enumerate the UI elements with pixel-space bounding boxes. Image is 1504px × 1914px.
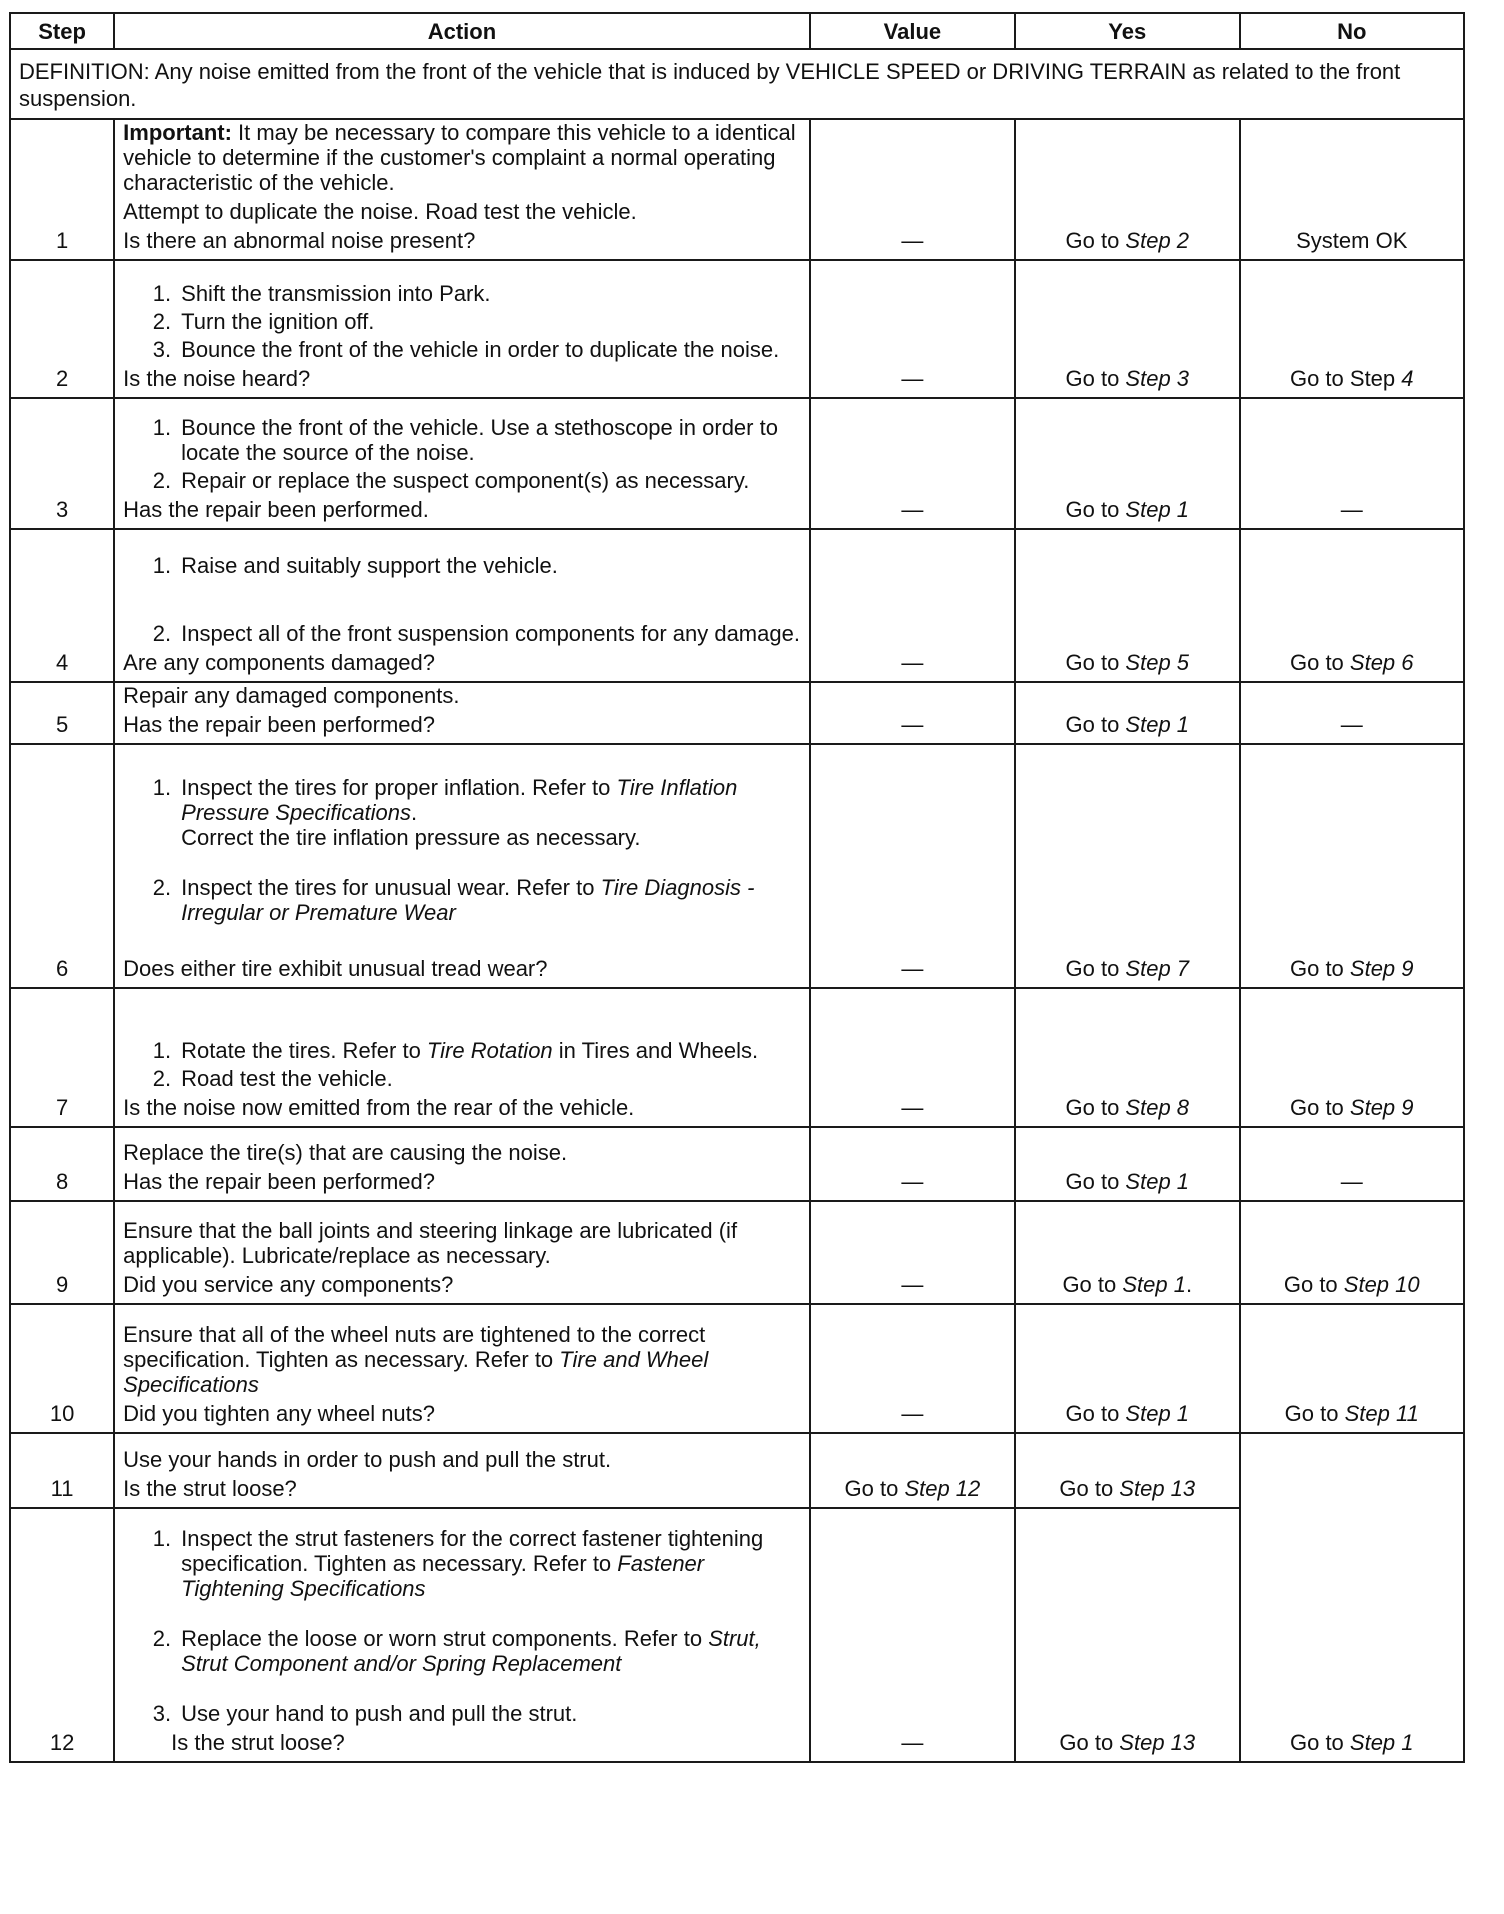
step-number: 3 [10,398,114,529]
yes-cell: Go to Step 3 [1015,260,1239,398]
yes-step-link[interactable]: Step 1 [1125,712,1190,737]
action-question: Did you service any components? [123,1272,454,1297]
no-cell: — [1240,682,1465,744]
action-question: Is the noise heard? [123,366,311,391]
no-cell: Go to Step 11 [1240,1304,1465,1433]
action-line: Ensure that all of the wheel nuts are tightened to the correct specification. Tighten as necessary. Refer to Tire and Wheel Specifications [123,1322,709,1397]
list-item: 1. Shift the transmission into Park. [152,281,491,306]
step-number: 1 [10,119,114,260]
yes-step-link[interactable]: Step 8 [1125,1095,1190,1120]
value-cell: — [810,1508,1015,1762]
action-cell [114,119,810,260]
yes-cell: Go to Step 13 [1015,1433,1239,1508]
table-row [10,988,1464,1127]
action-question: Is there an abnormal noise present? [123,228,476,253]
list-item: 2. Inspect all of the front suspension components for any damage. [152,621,800,646]
value-cell: — [810,260,1015,398]
action-line: Repair any damaged components. [123,683,460,708]
definition-text: DEFINITION: Any noise emitted from the front of the vehicle that is induced by VEHICLE SPEED or DRIVING TERRAIN as related to the front suspension. [10,49,1464,119]
yes-cell: Go to Step 1 [1015,682,1239,744]
list-item: 2. Replace the loose or worn strut components. Refer to Strut, Strut Component and/or Spring Replacement [152,1626,761,1676]
reference-link[interactable]: Strut, Strut Component and/or Spring Replacement [181,1626,761,1676]
action-cell [114,1433,810,1508]
value-cell: — [810,1127,1015,1201]
no-step-link[interactable]: 4 [1401,366,1414,391]
no-step-link[interactable]: Step 1 [1349,1730,1414,1755]
list-item: 1. Inspect the strut fasteners for the correct fastener tightening specification. Tighten as necessary. Refer to Fastener Tightening Specifications [152,1526,764,1601]
table-row [10,1201,1464,1304]
value-step-link[interactable]: Step 12 [904,1476,981,1501]
list-item: 2. Road test the vehicle. [152,1066,393,1091]
no-cell: System OK [1240,119,1465,260]
yes-step-link[interactable]: Step 1 [1122,1272,1186,1297]
action-cell [114,1201,810,1304]
step-number: 2 [10,260,114,398]
no-cell: Go to Step 9 [1240,744,1465,988]
no-cell: Go to Step 10 [1240,1201,1465,1304]
yes-cell: Go to Step 1 [1015,1127,1239,1201]
list-item: 1. Rotate the tires. Refer to Tire Rotation in Tires and Wheels. [152,1038,759,1063]
no-step-link[interactable]: Step 10 [1343,1272,1420,1297]
important-text: It may be necessary to compare this vehicle to a identical vehicle to determine if the customer's complaint a normal operating characteristic of the vehicle. [123,120,796,195]
list-item: 2. Inspect the tires for unusual wear. Refer to Tire Diagnosis - Irregular or Premature Wear [152,875,755,925]
yes-cell: Go to Step 13 [1015,1508,1239,1762]
step-number: 8 [10,1127,114,1201]
value-cell: — [810,1201,1015,1304]
list-item: 2. Repair or replace the suspect component(s) as necessary. [152,468,750,493]
action-line: Use your hands in order to push and pull the strut. [123,1447,612,1472]
header-step: Step [10,13,114,49]
table-row [10,260,1464,398]
table-row [10,1127,1464,1201]
table-row [10,1433,1464,1508]
list-item: 3. Bounce the front of the vehicle in order to duplicate the noise. [152,337,780,362]
action-cell [114,744,810,988]
reference-link[interactable]: Fastener Tightening Specifications [181,1551,705,1601]
table-row [10,1304,1464,1433]
step-number: 5 [10,682,114,744]
action-question: Are any components damaged? [123,650,436,675]
action-line: Replace the tire(s) that are causing the noise. [123,1140,568,1165]
no-step-link[interactable]: Step 11 [1344,1401,1419,1426]
table-row [10,398,1464,529]
yes-step-link[interactable]: Step 1 [1125,1169,1190,1194]
step-number: 9 [10,1201,114,1304]
action-cell [114,398,810,529]
table-row [10,682,1464,744]
list-item: 2. Turn the ignition off. [152,309,375,334]
table-row [10,744,1464,988]
yes-step-link[interactable]: Step 13 [1119,1730,1196,1755]
action-question: Is the noise now emitted from the rear of the vehicle. [123,1095,635,1120]
diagnostic-table [9,12,1465,1763]
action-cell [114,529,810,682]
no-cell: Go to Step 6 [1240,529,1465,682]
action-line: Attempt to duplicate the noise. Road test the vehicle. [123,199,637,224]
action-question: Has the repair been performed? [123,712,435,737]
step-number: 11 [10,1433,114,1508]
yes-cell: Go to Step 8 [1015,988,1239,1127]
action-question: Has the repair been performed? [123,1169,435,1194]
no-cell: — [1240,398,1465,529]
yes-step-link[interactable]: Step 5 [1125,650,1190,675]
no-cell: — [1240,1127,1465,1201]
action-cell [114,1508,810,1762]
table-row [10,529,1464,682]
yes-cell: Go to Step 5 [1015,529,1239,682]
step-number: 10 [10,1304,114,1433]
action-line: Ensure that the ball joints and steering linkage are lubricated (if applicable). Lubricate/replace as necessary. [123,1218,738,1268]
header-action: Action [114,13,810,49]
action-cell [114,1127,810,1201]
action-question: Is the strut loose? [123,1476,297,1501]
important-label: Important: [123,120,232,145]
action-cell [114,682,810,744]
header-row [10,13,1464,49]
action-question: Is the strut loose? [171,1730,345,1755]
yes-prefix: Go to [1065,228,1126,253]
list-item: 1. Inspect the tires for proper inflation. Refer to Tire Inflation Pressure Specifications. Correct the tire inflation pressure as necessary. [152,775,738,850]
action-question: Did you tighten any wheel nuts? [123,1401,436,1426]
value-cell: — [810,744,1015,988]
no-step-link[interactable]: Step 9 [1349,956,1414,981]
yes-step-link[interactable]: Step 13 [1119,1476,1196,1501]
yes-step-link[interactable]: Step 1 [1125,497,1190,522]
yes-step-link[interactable]: Step 7 [1125,956,1190,981]
action-question: Does either tire exhibit unusual tread wear? [123,956,548,981]
no-cell: Go to Step 4 [1240,260,1465,398]
yes-cell: Go to Step 7 [1015,744,1239,988]
step-number: 7 [10,988,114,1127]
reference-link[interactable]: Tire Rotation [426,1038,553,1063]
yes-step-link[interactable]: Step 2 [1125,228,1190,253]
action-cell [114,260,810,398]
yes-cell [1015,119,1239,260]
header-value: Value [810,13,1015,49]
value-cell: — [810,988,1015,1127]
no-cell: Go to Step 1 [1240,1433,1465,1762]
step-number: 12 [10,1508,114,1762]
yes-cell: Go to Step 1 [1015,1304,1239,1433]
yes-step-link[interactable]: Step 3 [1125,366,1190,391]
header-no: No [1240,13,1465,49]
action-question: Has the repair been performed. [123,497,429,522]
action-cell [114,1304,810,1433]
value-cell: — [810,529,1015,682]
value-cell: Go to Step 12 [810,1433,1015,1508]
step-number: 4 [10,529,114,682]
value-cell: — [810,682,1015,744]
yes-step-link[interactable]: Step 1 [1125,1401,1190,1426]
table-row [10,119,1464,260]
step-number: 6 [10,744,114,988]
value-cell: — [810,119,1015,260]
no-step-link[interactable]: Step 6 [1349,650,1414,675]
action-cell [114,988,810,1127]
definition-row [10,49,1464,119]
no-cell: Go to Step 9 [1240,988,1465,1127]
value-cell: — [810,398,1015,529]
reference-link[interactable]: Tire Inflation Pressure Specifications [181,775,738,825]
yes-cell: Go to Step 1. [1015,1201,1239,1304]
important-note [123,120,801,195]
list-item: 1. Raise and suitably support the vehicle. [152,553,558,578]
no-step-link[interactable]: Step 9 [1349,1095,1414,1120]
list-item: 1. Bounce the front of the vehicle. Use a stethoscope in order to locate the source of the noise. [152,415,778,465]
reference-link[interactable]: Tire and Wheel Specifications [123,1347,709,1397]
reference-link[interactable]: Tire Diagnosis - Irregular or Premature Wear [181,875,755,925]
header-yes: Yes [1015,13,1239,49]
value-cell: — [810,1304,1015,1433]
list-item: 3. Use your hand to push and pull the strut. [152,1701,578,1726]
yes-cell: Go to Step 1 [1015,398,1239,529]
